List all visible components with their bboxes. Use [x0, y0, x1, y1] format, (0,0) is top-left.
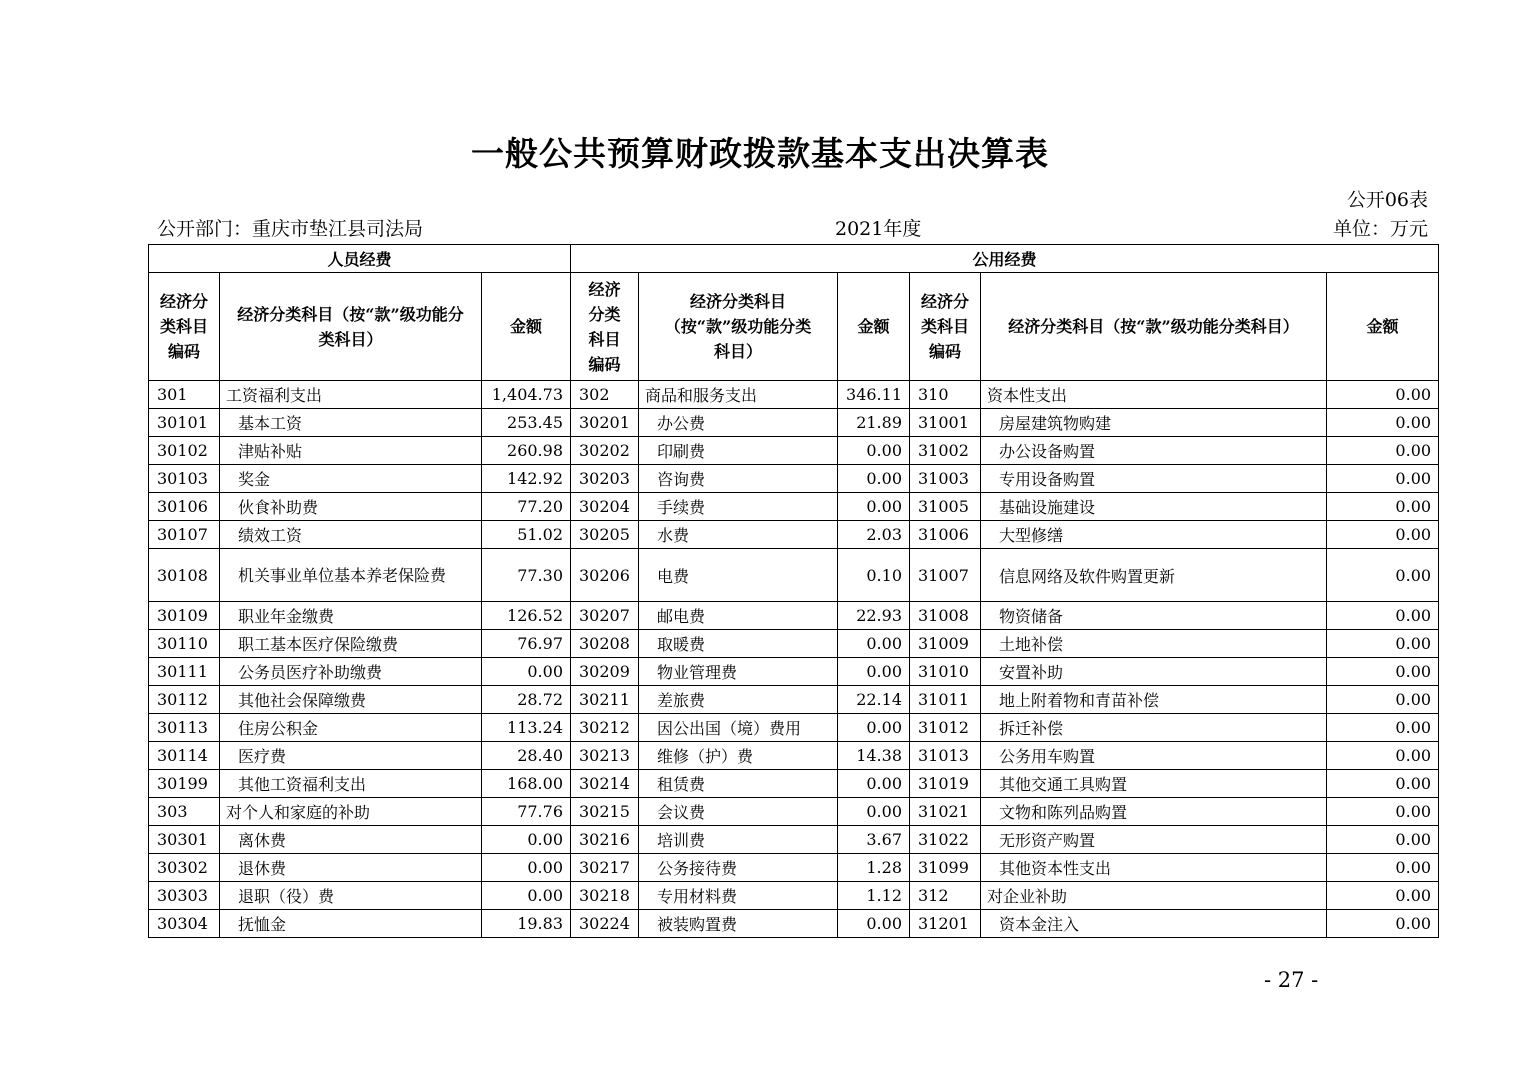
name-cell: 其他工资福利支出	[220, 770, 482, 798]
code-cell: 31008	[910, 602, 981, 630]
name-cell: 租赁费	[639, 770, 838, 798]
code-cell: 303	[149, 798, 220, 826]
name-cell: 办公设备购置	[981, 437, 1327, 465]
code-cell: 30111	[149, 658, 220, 686]
amount-cell: 0.00	[838, 798, 910, 826]
amount-cell: 0.00	[1327, 602, 1439, 630]
table-row	[149, 381, 1439, 409]
name-cell: 医疗费	[220, 742, 482, 770]
form-number: 公开06表	[1346, 189, 1428, 211]
amount-cell: 0.00	[1327, 658, 1439, 686]
code-cell: 310	[910, 381, 981, 409]
code-cell: 31005	[910, 493, 981, 521]
code-cell: 302	[571, 381, 639, 409]
table-row	[149, 493, 1439, 521]
amount-cell: 0.00	[1327, 826, 1439, 854]
header-code: 经济分类科目编码	[910, 273, 981, 381]
code-cell: 31022	[910, 826, 981, 854]
code-cell: 30203	[571, 465, 639, 493]
page-number: - 27 -	[1264, 968, 1319, 992]
document-meta	[157, 214, 1428, 240]
amount-cell: 0.00	[1327, 437, 1439, 465]
name-cell: 信息网络及软件购置更新	[981, 549, 1327, 602]
name-cell: 因公出国（境）费用	[639, 714, 838, 742]
amount-cell: 0.00	[838, 437, 910, 465]
table-row	[149, 714, 1439, 742]
name-cell: 拆迁补偿	[981, 714, 1327, 742]
code-cell: 30303	[149, 882, 220, 910]
amount-cell: 1.28	[838, 854, 910, 882]
amount-cell: 22.93	[838, 602, 910, 630]
code-cell: 31003	[910, 465, 981, 493]
table-row	[149, 882, 1439, 910]
name-cell: 商品和服务支出	[639, 381, 838, 409]
table-row	[149, 798, 1439, 826]
code-cell: 30214	[571, 770, 639, 798]
code-cell: 30112	[149, 686, 220, 714]
name-cell: 办公费	[639, 409, 838, 437]
name-cell: 职工基本医疗保险缴费	[220, 630, 482, 658]
name-cell: 培训费	[639, 826, 838, 854]
code-cell: 30108	[149, 549, 220, 602]
amount-cell: 28.72	[482, 686, 571, 714]
code-cell: 30202	[571, 437, 639, 465]
name-cell: 绩效工资	[220, 521, 482, 549]
name-cell: 机关事业单位基本养老保险费	[220, 549, 482, 602]
header-amount: 金额	[1327, 273, 1439, 381]
amount-cell: 0.00	[1327, 465, 1439, 493]
name-cell: 基础设施建设	[981, 493, 1327, 521]
name-cell: 专用材料费	[639, 882, 838, 910]
code-cell: 30205	[571, 521, 639, 549]
name-cell: 公务员医疗补助缴费	[220, 658, 482, 686]
amount-cell: 0.00	[482, 854, 571, 882]
code-cell: 30215	[571, 798, 639, 826]
code-cell: 30103	[149, 465, 220, 493]
amount-cell: 76.97	[482, 630, 571, 658]
code-cell: 30224	[571, 910, 639, 938]
amount-cell: 22.14	[838, 686, 910, 714]
code-cell: 30209	[571, 658, 639, 686]
table-row	[149, 465, 1439, 493]
amount-cell: 0.00	[482, 882, 571, 910]
amount-cell: 1,404.73	[482, 381, 571, 409]
code-cell: 31011	[910, 686, 981, 714]
name-cell: 资本金注入	[981, 910, 1327, 938]
table-row	[149, 630, 1439, 658]
name-cell: 伙食补助费	[220, 493, 482, 521]
name-cell: 被装购置费	[639, 910, 838, 938]
name-cell: 大型修缮	[981, 521, 1327, 549]
expenditure-table	[148, 244, 1439, 938]
table-row	[149, 742, 1439, 770]
name-cell: 其他资本性支出	[981, 854, 1327, 882]
amount-cell: 0.10	[838, 549, 910, 602]
code-cell: 30218	[571, 882, 639, 910]
code-cell: 30107	[149, 521, 220, 549]
amount-cell: 0.00	[1327, 882, 1439, 910]
code-cell: 31009	[910, 630, 981, 658]
name-cell: 安置补助	[981, 658, 1327, 686]
amount-cell: 0.00	[1327, 630, 1439, 658]
group-header-public: 公用经费	[571, 245, 1439, 273]
amount-cell: 0.00	[838, 658, 910, 686]
name-cell: 职业年金缴费	[220, 602, 482, 630]
name-cell: 其他交通工具购置	[981, 770, 1327, 798]
code-cell: 30113	[149, 714, 220, 742]
header-code: 经济分类科目编码	[571, 273, 639, 381]
name-cell: 奖金	[220, 465, 482, 493]
name-cell: 对企业补助	[981, 882, 1327, 910]
code-cell: 30109	[149, 602, 220, 630]
code-cell: 31099	[910, 854, 981, 882]
code-cell: 30201	[571, 409, 639, 437]
amount-cell: 28.40	[482, 742, 571, 770]
code-cell: 30102	[149, 437, 220, 465]
code-cell: 30110	[149, 630, 220, 658]
group-header-personnel: 人员经费	[149, 245, 571, 273]
amount-cell: 0.00	[838, 910, 910, 938]
header-code: 经济分类科目编码	[149, 273, 220, 381]
name-cell: 基本工资	[220, 409, 482, 437]
code-cell: 30206	[571, 549, 639, 602]
amount-cell: 14.38	[838, 742, 910, 770]
code-cell: 301	[149, 381, 220, 409]
amount-cell: 0.00	[1327, 409, 1439, 437]
amount-cell: 0.00	[1327, 910, 1439, 938]
amount-cell: 0.00	[1327, 714, 1439, 742]
amount-cell: 113.24	[482, 714, 571, 742]
name-cell: 津贴补贴	[220, 437, 482, 465]
amount-cell: 0.00	[1327, 686, 1439, 714]
code-cell: 31019	[910, 770, 981, 798]
code-cell: 30301	[149, 826, 220, 854]
name-cell: 水费	[639, 521, 838, 549]
amount-cell: 0.00	[1327, 742, 1439, 770]
name-cell: 手续费	[639, 493, 838, 521]
code-cell: 30302	[149, 854, 220, 882]
header-name: 经济分类科目（按“款”级功能分类科目）	[639, 273, 838, 381]
name-cell: 退职（役）费	[220, 882, 482, 910]
amount-cell: 0.00	[1327, 381, 1439, 409]
amount-cell: 0.00	[482, 658, 571, 686]
amount-cell: 3.67	[838, 826, 910, 854]
code-cell: 30114	[149, 742, 220, 770]
table-row	[149, 826, 1439, 854]
amount-cell: 0.00	[838, 493, 910, 521]
name-cell: 离休费	[220, 826, 482, 854]
amount-cell: 0.00	[482, 826, 571, 854]
code-cell: 312	[910, 882, 981, 910]
name-cell: 资本性支出	[981, 381, 1327, 409]
code-cell: 30208	[571, 630, 639, 658]
fiscal-year: 2021年度	[835, 218, 922, 240]
amount-cell: 0.00	[838, 770, 910, 798]
amount-cell: 260.98	[482, 437, 571, 465]
header-amount: 金额	[838, 273, 910, 381]
code-cell: 31012	[910, 714, 981, 742]
name-cell: 公务用车购置	[981, 742, 1327, 770]
department-label: 公开部门：重庆市垫江县司法局	[157, 218, 424, 240]
table-row	[149, 658, 1439, 686]
amount-cell: 0.00	[1327, 798, 1439, 826]
code-cell: 31007	[910, 549, 981, 602]
amount-cell: 0.00	[1327, 854, 1439, 882]
table-row	[149, 521, 1439, 549]
table-row	[149, 770, 1439, 798]
table-row	[149, 686, 1439, 714]
amount-cell: 51.02	[482, 521, 571, 549]
amount-cell: 346.11	[838, 381, 910, 409]
table-row	[149, 409, 1439, 437]
name-cell: 电费	[639, 549, 838, 602]
code-cell: 30204	[571, 493, 639, 521]
amount-cell: 168.00	[482, 770, 571, 798]
table-row	[149, 910, 1439, 938]
name-cell: 地上附着物和青苗补偿	[981, 686, 1327, 714]
amount-cell: 0.00	[1327, 549, 1439, 602]
header-name: 经济分类科目（按“款”级功能分类科目）	[220, 273, 482, 381]
name-cell: 房屋建筑物购建	[981, 409, 1327, 437]
code-cell: 30199	[149, 770, 220, 798]
code-cell: 30216	[571, 826, 639, 854]
code-cell: 30211	[571, 686, 639, 714]
code-cell: 30213	[571, 742, 639, 770]
table-row	[149, 854, 1439, 882]
amount-cell: 0.00	[1327, 493, 1439, 521]
name-cell: 取暖费	[639, 630, 838, 658]
name-cell: 住房公积金	[220, 714, 482, 742]
name-cell: 咨询费	[639, 465, 838, 493]
code-cell: 30101	[149, 409, 220, 437]
table-row	[149, 437, 1439, 465]
name-cell: 无形资产购置	[981, 826, 1327, 854]
name-cell: 专用设备购置	[981, 465, 1327, 493]
code-cell: 31002	[910, 437, 981, 465]
name-cell: 维修（护）费	[639, 742, 838, 770]
amount-cell: 77.76	[482, 798, 571, 826]
code-cell: 31001	[910, 409, 981, 437]
code-cell: 31006	[910, 521, 981, 549]
table-body	[149, 381, 1439, 938]
amount-cell: 1.12	[838, 882, 910, 910]
amount-cell: 0.00	[838, 465, 910, 493]
amount-cell: 77.20	[482, 493, 571, 521]
code-cell: 30207	[571, 602, 639, 630]
name-cell: 其他社会保障缴费	[220, 686, 482, 714]
code-cell: 31013	[910, 742, 981, 770]
code-cell: 31021	[910, 798, 981, 826]
code-cell: 30217	[571, 854, 639, 882]
name-cell: 物业管理费	[639, 658, 838, 686]
name-cell: 公务接待费	[639, 854, 838, 882]
header-name: 经济分类科目（按“款”级功能分类科目）	[981, 273, 1327, 381]
code-cell: 30212	[571, 714, 639, 742]
amount-cell: 0.00	[838, 630, 910, 658]
name-cell: 文物和陈列品购置	[981, 798, 1327, 826]
amount-cell: 253.45	[482, 409, 571, 437]
amount-cell: 0.00	[1327, 770, 1439, 798]
name-cell: 土地补偿	[981, 630, 1327, 658]
code-cell: 31010	[910, 658, 981, 686]
name-cell: 差旅费	[639, 686, 838, 714]
amount-cell: 77.30	[482, 549, 571, 602]
amount-cell: 142.92	[482, 465, 571, 493]
name-cell: 退休费	[220, 854, 482, 882]
name-cell: 印刷费	[639, 437, 838, 465]
amount-cell: 126.52	[482, 602, 571, 630]
page-title: 一般公共预算财政拨款基本支出决算表	[471, 134, 1049, 173]
unit-label: 单位：万元	[1332, 218, 1428, 240]
code-cell: 31201	[910, 910, 981, 938]
name-cell: 抚恤金	[220, 910, 482, 938]
name-cell: 会议费	[639, 798, 838, 826]
amount-cell: 19.83	[482, 910, 571, 938]
name-cell: 邮电费	[639, 602, 838, 630]
code-cell: 30304	[149, 910, 220, 938]
table-row	[149, 602, 1439, 630]
amount-cell: 21.89	[838, 409, 910, 437]
name-cell: 对个人和家庭的补助	[220, 798, 482, 826]
name-cell: 物资储备	[981, 602, 1327, 630]
amount-cell: 0.00	[838, 714, 910, 742]
amount-cell: 0.00	[1327, 521, 1439, 549]
amount-cell: 2.03	[838, 521, 910, 549]
header-amount: 金额	[482, 273, 571, 381]
table-row	[149, 549, 1439, 602]
code-cell: 30106	[149, 493, 220, 521]
name-cell: 工资福利支出	[220, 381, 482, 409]
